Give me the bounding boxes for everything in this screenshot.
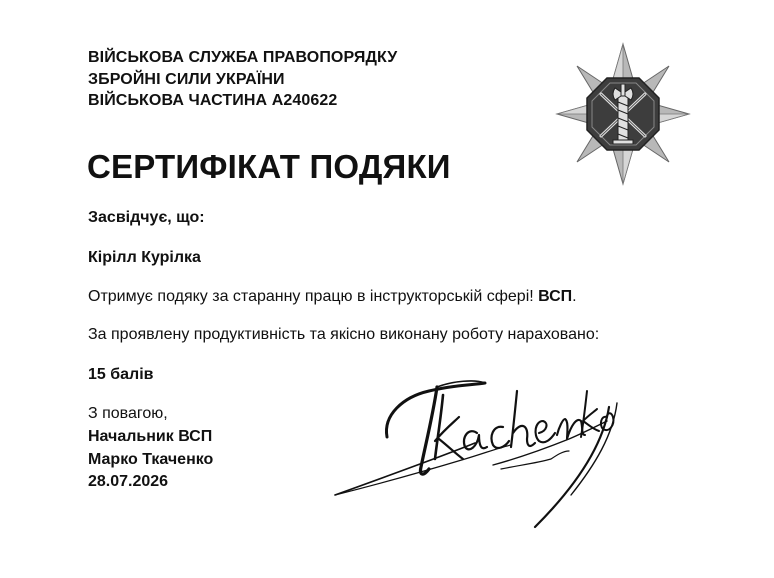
military-police-star-emblem-icon <box>555 42 691 186</box>
org-line-service: ВІЙСЬКОВА СЛУЖБА ПРАВОПОРЯДКУ <box>88 49 398 66</box>
gratitude-text: Отримує подяку за старанну працю в інструкторській сфері! <box>88 288 534 305</box>
handwritten-signature-icon <box>325 355 625 535</box>
gratitude-unit: ВСП <box>538 288 573 305</box>
organization-header <box>88 47 397 112</box>
certifies-label: Засвідчує, що: <box>88 209 205 226</box>
org-line-unit: ВІЙСЬКОВА ЧАСТИНА А240622 <box>88 92 338 109</box>
recipient-name: Кірілл Курілка <box>88 249 201 266</box>
signer-position: Начальник ВСП <box>88 428 213 445</box>
signature-date: 28.07.2026 <box>88 473 169 490</box>
org-line-armed-forces: ЗБРОЙНІ СИЛИ УКРАЇНИ <box>88 70 285 88</box>
gratitude-end: . <box>572 288 577 305</box>
signer-name: Марко Ткаченко <box>88 451 214 468</box>
award-text: За проявлену продуктивність та якісно виконану роботу нараховано: <box>88 326 600 343</box>
points-awarded: 15 балів <box>88 366 154 383</box>
certificate-title: СЕРТИФІКАТ ПОДЯКИ <box>87 148 451 185</box>
closing-regards: З повагою, <box>88 405 168 422</box>
gratitude-statement <box>88 288 577 306</box>
